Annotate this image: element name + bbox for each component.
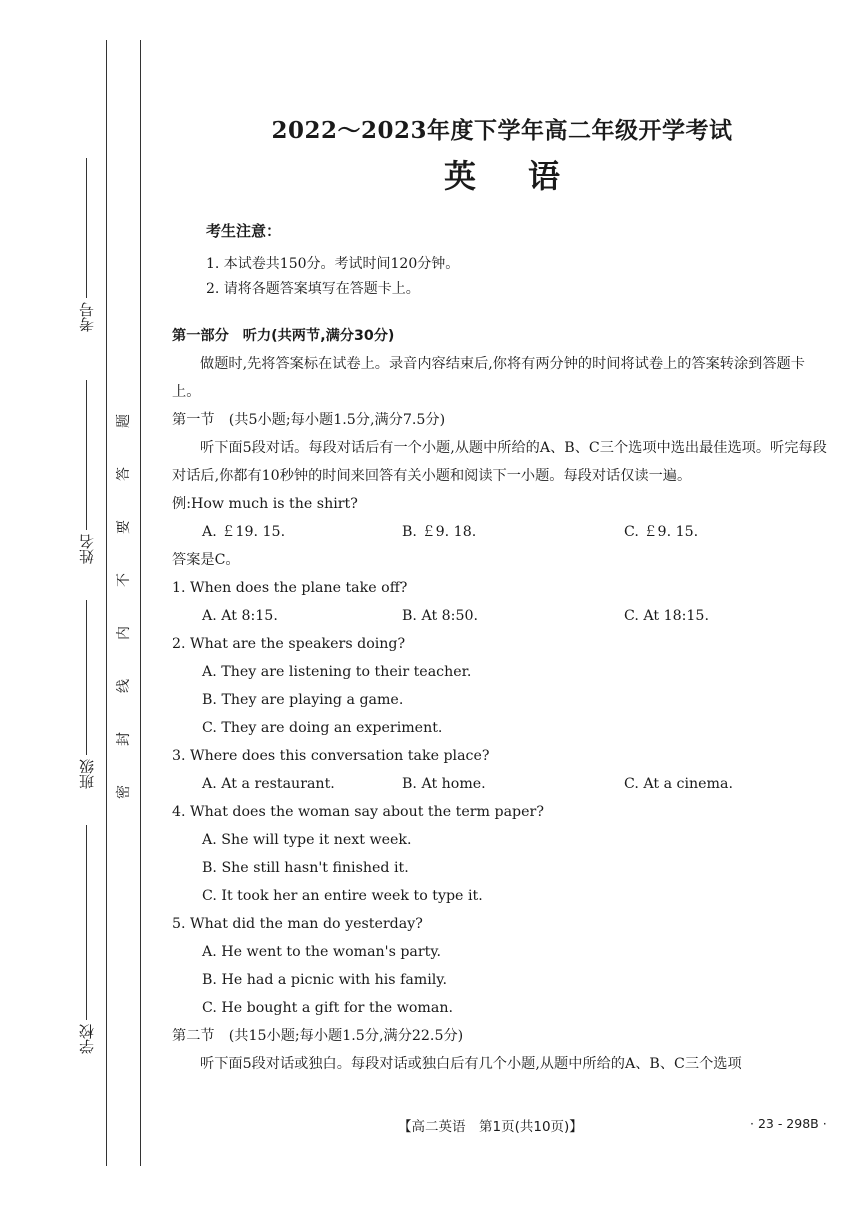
option: B. She still hasn't finished it. — [202, 860, 409, 876]
question-5: 5. What did the man do yesterday? — [172, 916, 423, 932]
option: A. ￡19. 15. — [202, 524, 286, 540]
paper-code: · 23 - 298B · — [750, 1116, 827, 1131]
part1-intro: 做题时,先将答案标在试卷上。录音内容结束后,你将有两分钟的时间将试卷上的答案转涂到答题卡上。 — [172, 356, 805, 400]
option: B. He had a picnic with his family. — [202, 972, 447, 988]
name-label: 姓名 — [77, 534, 96, 564]
exam-subject: 英语 — [443, 157, 612, 195]
option: C. At 18:15. — [624, 608, 709, 624]
notice-heading: 考生注意： — [206, 222, 282, 240]
exam-number-field — [68, 158, 104, 332]
seal-char: 题 — [116, 414, 132, 428]
exam-number-label: 考号 — [77, 302, 96, 332]
option: A. They are listening to their teacher. — [202, 664, 472, 680]
example-answer: 答案是C。 — [172, 552, 240, 568]
option: C. He bought a gift for the woman. — [202, 1000, 453, 1016]
seal-char: 答 — [116, 467, 132, 481]
page-footer: 【高二英语 第1页(共10页)】 — [398, 1119, 583, 1135]
school-label: 学校 — [77, 1024, 96, 1054]
option: B. They are playing a game. — [202, 692, 404, 708]
option: C. At a cinema. — [624, 776, 733, 792]
option: B. At home. — [402, 776, 486, 792]
school-field — [68, 825, 104, 1054]
option: A. He went to the woman's party. — [202, 944, 442, 960]
seal-char: 内 — [116, 626, 132, 640]
notice-item: 1. 本试卷共150分。考试时间120分钟。 — [206, 256, 460, 272]
example-options — [172, 518, 832, 546]
part1-heading-label: 第一部分 — [172, 328, 229, 344]
seal-line-warning — [112, 408, 136, 832]
binding-line-inner — [140, 40, 141, 1166]
section2-heading: 第二节 (共15小题;每小题1.5分,满分22.5分) — [172, 1028, 464, 1044]
seal-char: 密 — [116, 785, 132, 799]
class-field — [68, 600, 104, 789]
example-question: 例:How much is the shirt? — [172, 496, 358, 512]
option: B. At 8:50. — [402, 608, 479, 624]
question-1-options — [172, 602, 832, 630]
notice-block — [172, 219, 832, 302]
part1-heading — [172, 322, 832, 350]
question-2: 2. What are the speakers doing? — [172, 636, 406, 652]
class-label: 班级 — [77, 759, 96, 789]
option: B. ￡9. 18. — [402, 524, 477, 540]
section1-heading: 第一节 (共5小题;每小题1.5分,满分7.5分) — [172, 412, 446, 428]
seal-char: 封 — [116, 732, 132, 746]
seal-char: 不 — [116, 573, 132, 587]
option: C. ￡9. 15. — [624, 524, 699, 540]
section2-intro: 听下面5段对话或独白。每段对话或独白后有几个小题,从题中所给的A、B、C三个选项 — [200, 1056, 742, 1072]
option: A. At 8:15. — [202, 608, 278, 624]
exam-page — [172, 112, 832, 1078]
exam-title: 2022～2023年度下学年高二年级开学考试 — [271, 117, 733, 144]
exam-body — [172, 322, 832, 1078]
question-4: 4. What does the woman say about the term paper? — [172, 804, 544, 820]
question-3-options — [172, 770, 832, 798]
notice-item: 2. 请将各题答案填写在答题卡上。 — [206, 281, 420, 297]
question-3: 3. Where does this conversation take place? — [172, 748, 490, 764]
section1-intro: 听下面5段对话。每段对话后有一个小题,从题中所给的A、B、C三个选项中选出最佳选项。听完每段对话后,你都有10秒钟的时间来回答有关小题和阅读下一小题。每段对话仅读一遍。 — [172, 440, 827, 484]
question-1: 1. When does the plane take off? — [172, 580, 408, 596]
seal-char: 要 — [116, 520, 132, 534]
name-field — [68, 380, 104, 564]
binding-line-outer — [106, 40, 107, 1166]
part1-heading-rest: 听力(共两节,满分30分) — [242, 328, 395, 344]
option: A. She will type it next week. — [202, 832, 412, 848]
option: C. It took her an entire week to type it. — [202, 888, 483, 904]
option: C. They are doing an experiment. — [202, 720, 443, 736]
seal-char: 线 — [116, 679, 132, 693]
option: A. At a restaurant. — [202, 776, 335, 792]
